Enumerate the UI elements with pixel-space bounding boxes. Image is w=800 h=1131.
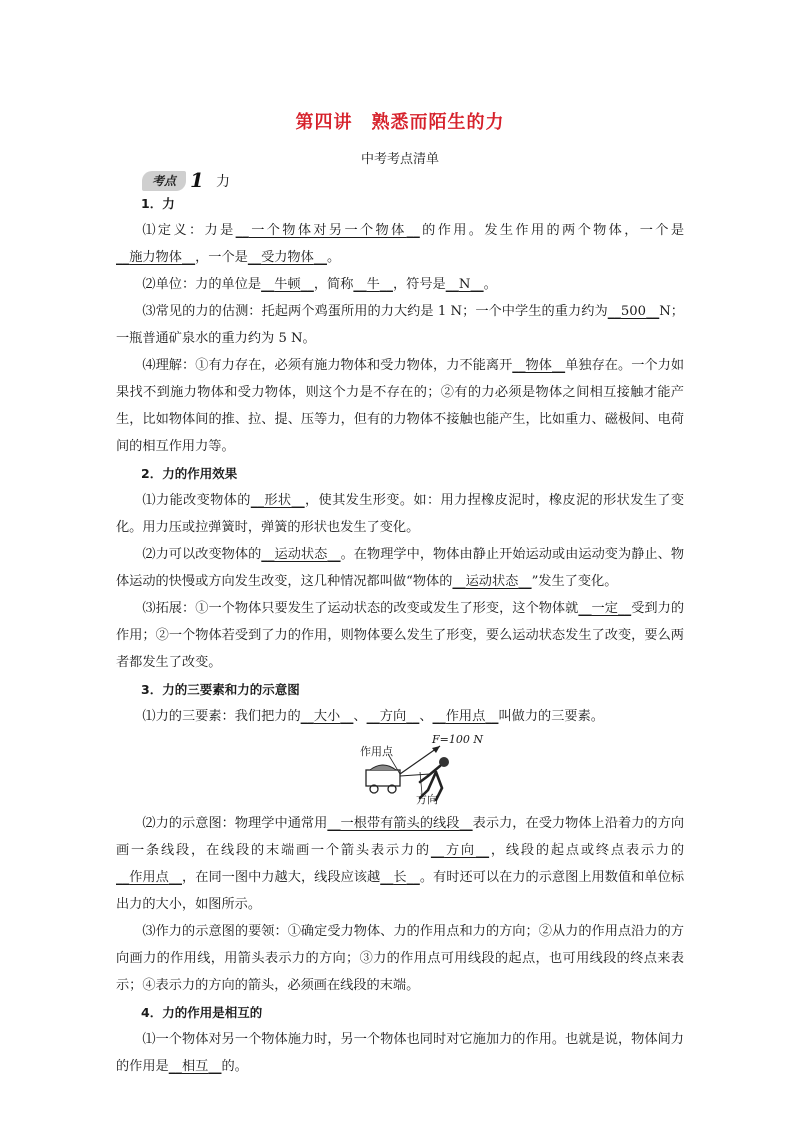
rope [400, 774, 430, 776]
section-subtitle: 中考考点清单 [360, 152, 439, 167]
label-direction: 方向 [416, 793, 438, 806]
section-2-heading: 2．力的作用效果 [141, 466, 238, 481]
paragraph-three-elements: ⑴力的三要素：我们把力的__大小__、__方向__、__作用点__叫做力的三要素。 [142, 709, 604, 724]
cart-load [370, 765, 396, 770]
paragraph-estimation: ⑶常见的力的估测：托起两个鸡蛋所用的力大约是 1 N；一个中学生的重力约为__500__N；一瓶普通矿泉水的重力约为 5 N。 [116, 304, 684, 346]
paragraph-extension: ⑶拓展：①一个物体只要发生了运动状态的改变或发生了形变，这个物体就__一定__受到力的作用；②一个物体若受到了力的作用，则物体要么发生了形变，要么运动状态发生了改变，要么两者都发生了改变。 [116, 601, 685, 670]
paragraph-key-points: ⑶作力的示意图的要领：①确定受力物体、力的作用点和力的方向；②从力的作用点沿力的方向画力的作用线，用箭头表示力的方向；③力的作用点可用线段的起点，也可用线段的终点来表示；④表示力的方向的箭头，必须画在线段的末端。 [116, 924, 684, 993]
force-arrow-head [432, 746, 440, 753]
lecture-title: 第四讲 熟悉而陌生的力 [295, 112, 505, 133]
section-4-heading: 4．力的作用是相互的 [141, 1005, 263, 1020]
paragraph-motion: ⑵力可以改变物体的__运动状态__。在物理学中，物体由静止开始运动或由运动变为静止、物体运动的快慢或方向发生改变，这几种情况都叫做“物体的__运动状态__”发生了变化。 [116, 547, 685, 589]
cart-body [366, 770, 400, 786]
paragraph-understanding: ⑷理解：①有力存在，必须有施力物体和受力物体，力不能离开__物体__单独存在。一个力如果找不到施力物体和受力物体，则这个力是不存在的；②有的力必须是物体之间相互接触才能产生，比如物体间的推、拉、提、压等力，但有的力物体不接触也能产生，比如重力、磁极间、电荷间的相互作用力等。 [116, 358, 685, 454]
force-diagram [116, 730, 684, 810]
paragraph-diagram: ⑵力的示意图：物理学中通常用__一根带有箭头的线段__表示力，在受力物体上沿着力的方向画一条线段，在线段的末端画一个箭头表示力的__方向__，线段的起点或终点表示力的__作用点__，在同一图中力越大，线段应该越__长__。有时还可以在力的示意图上用数值和单位标出力的大小，如图所示。 [116, 816, 685, 912]
exam-point-header [142, 170, 230, 192]
paragraph-unit: ⑵单位：力的单位是__牛顿__，简称__牛__，符号是__N__。 [142, 277, 497, 292]
exam-point-badge: 考点 [142, 171, 186, 191]
exam-point-title: 力 [215, 174, 230, 190]
exam-point-number: 1 [190, 168, 204, 192]
section-3-heading: 3．力的三要素和力的示意图 [141, 682, 300, 697]
paragraph-mutual: ⑴一个物体对另一个物体施力时，另一个物体也同时对它施加力的作用。也就是说，物体间力的作用是__相互__的。 [116, 1032, 684, 1074]
section-1-heading: 1．力 [141, 196, 175, 211]
label-action-point: 作用点 [360, 745, 393, 758]
label-force-value: F=100 N [432, 733, 483, 746]
paragraph-definition: ⑴定义：力是__一个物体对另一个物体__的作用。发生作用的两个物体，一个是__施力物体__，一个是__受力物体__。 [116, 223, 685, 265]
paragraph-shape: ⑴力能改变物体的__形状__，使其发生形变。如：用力捏橡皮泥时，橡皮泥的形状发生了变化。用力压或拉弹簧时，弹簧的形状也发生了变化。 [116, 493, 685, 535]
content-body [116, 190, 684, 1080]
